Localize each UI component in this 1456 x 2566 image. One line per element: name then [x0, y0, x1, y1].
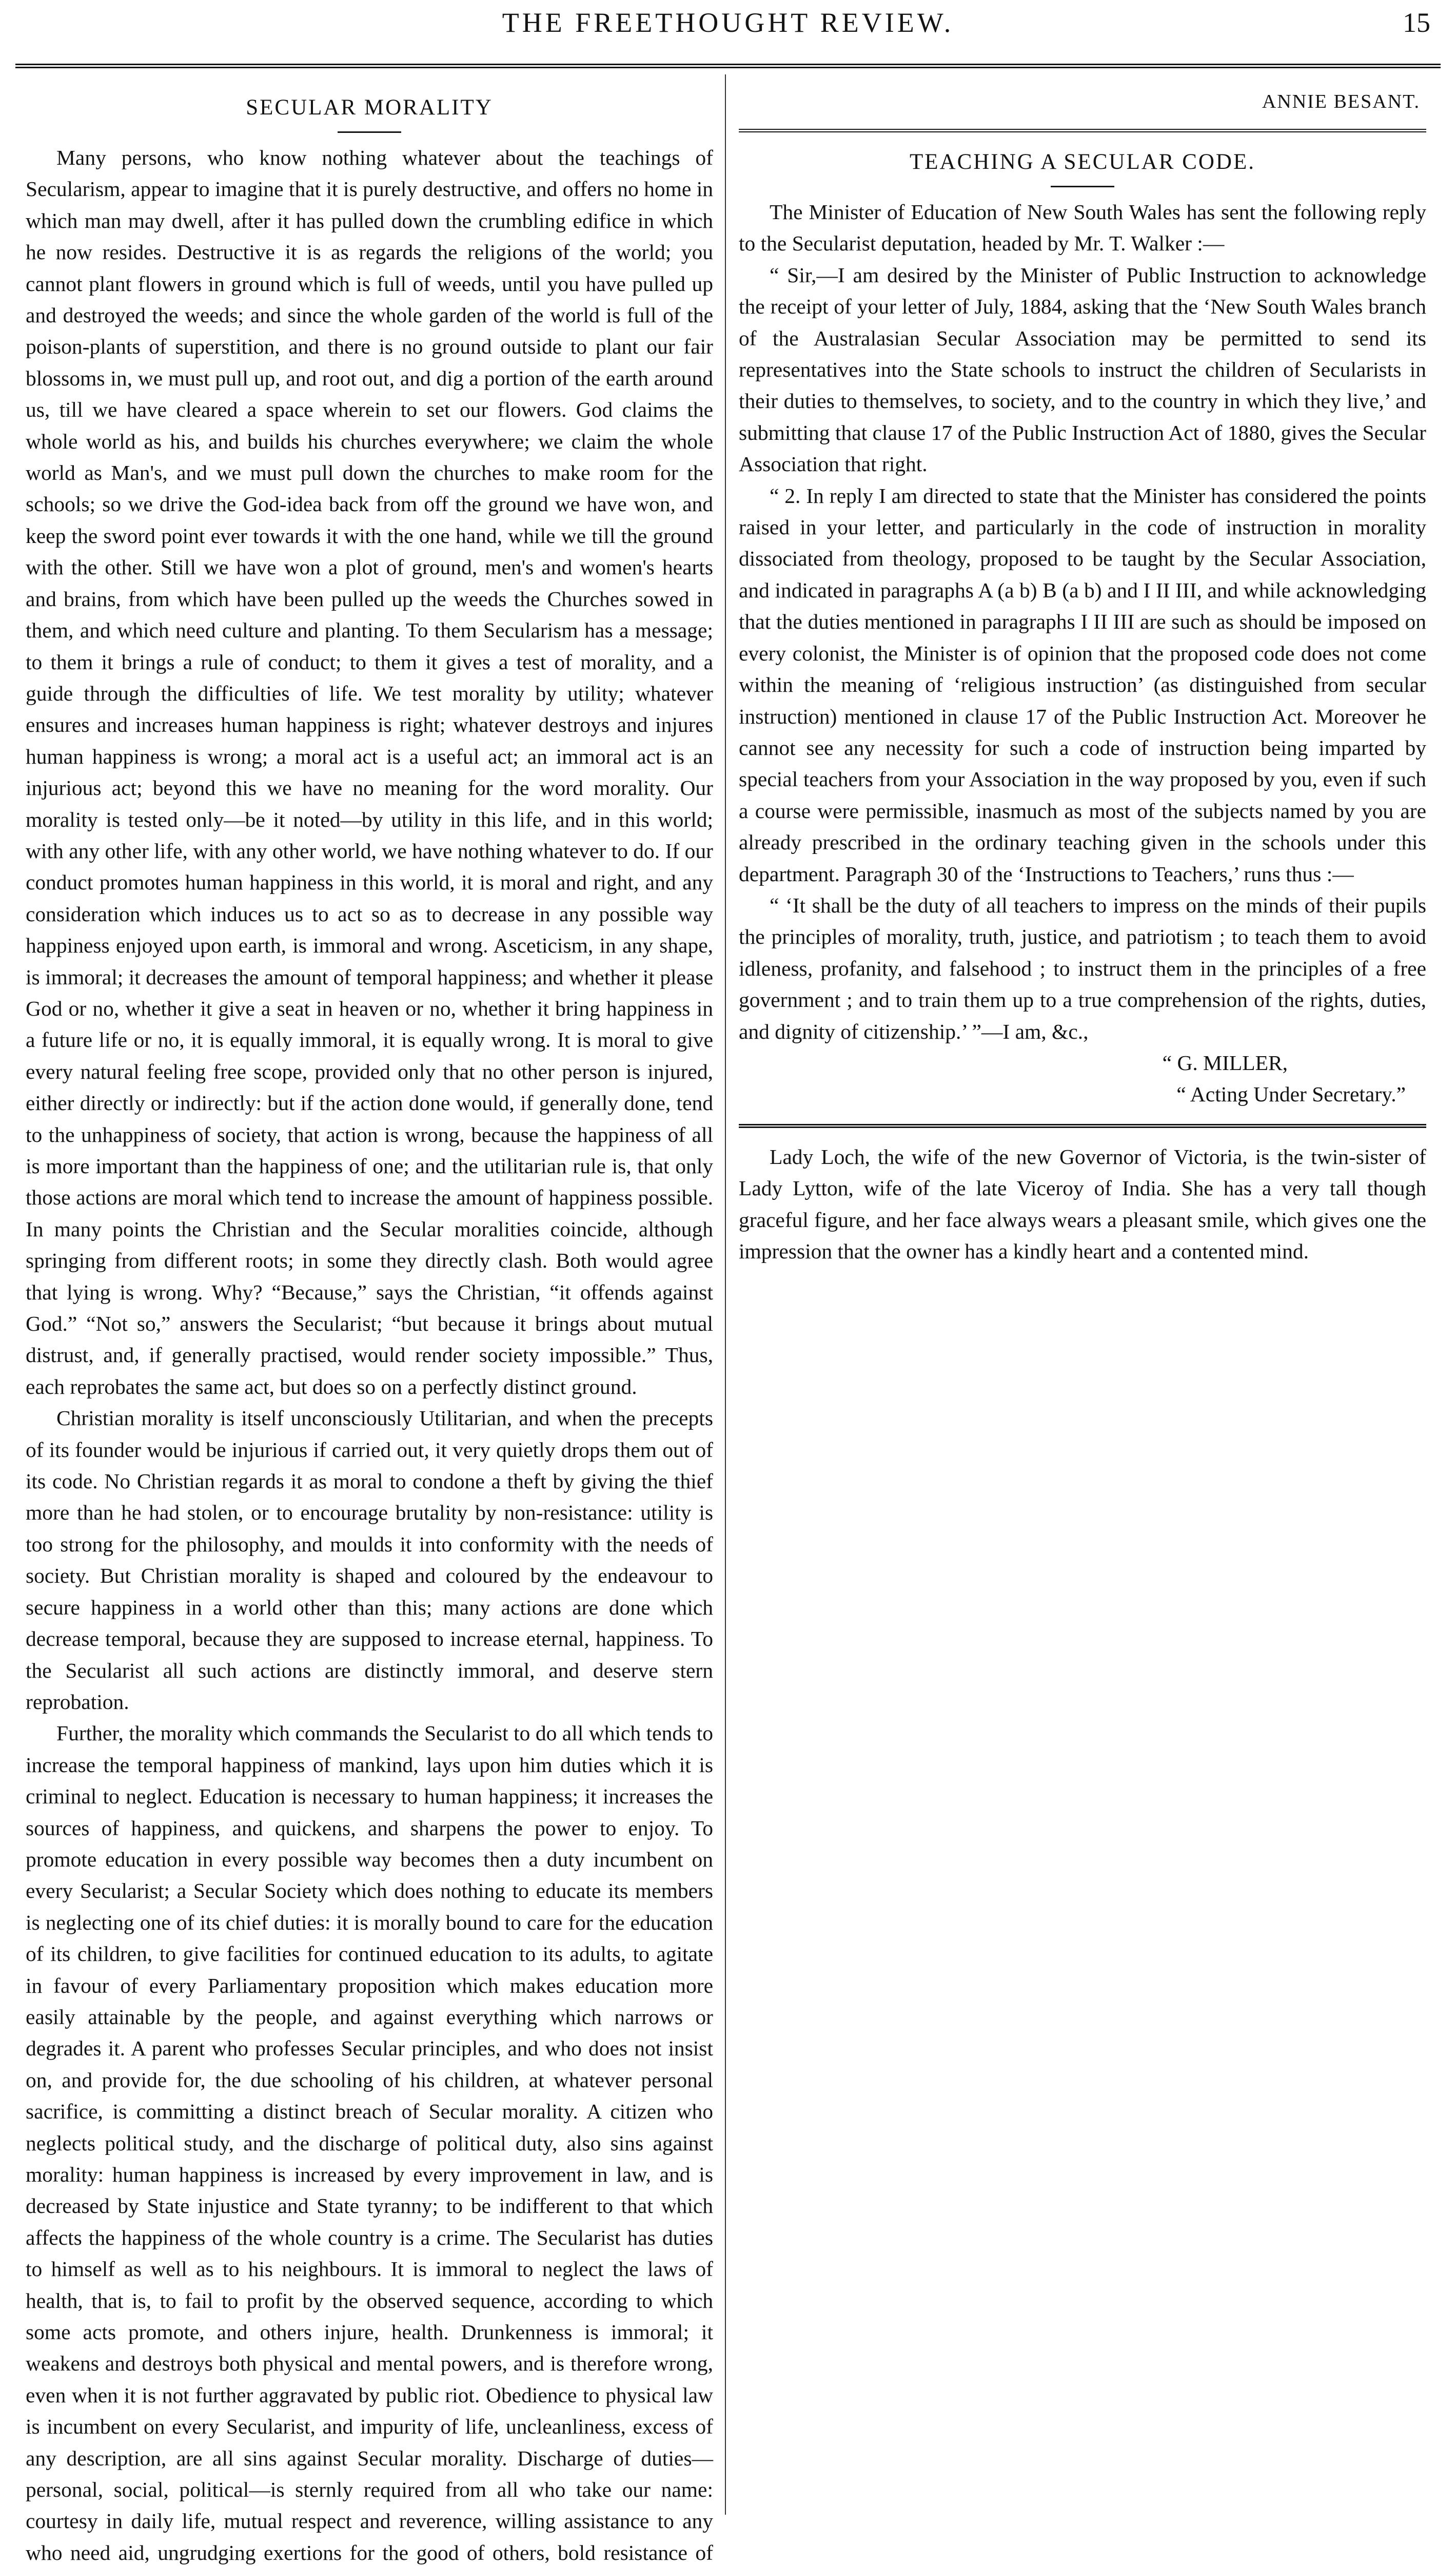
- heading-rule: [1051, 186, 1114, 187]
- page-number: 15: [1403, 7, 1430, 38]
- article-author: ANNIE BESANT.: [1262, 91, 1420, 112]
- article-paragraph: Christian morality is itself unconsciously Utilitarian, and when the precepts of its founder would be injurious if carried out, it very quietly drops them out of its code. No Christian regards it as moral to condone a theft by giving the thief more than he had stolen, or to encourage brutality by non-resistance: utility is too strong for the philosophy, and moulds it into conformity with the needs of society. But Christian morality is shaped and coloured by the endeavour to secure happiness in a world other than this; many actions are done which decrease temporal, because they are supposed to increase eternal, happiness. To the Secularist all such actions are distinctly immoral, and deserve stern reprobation.: [26, 1406, 713, 1714]
- article-paragraph: The Minister of Education of New South Wales has sent the following reply to the Secularist deputation, headed by Mr. T. Walker :—: [739, 200, 1426, 256]
- letter-paragraph: “ Sir,—I am desired by the Minister of Public Instruction to acknowledge the receipt of your letter of July, 1884, asking that the ‘New South Wales branch of the Australasian Secular Association may be permitted to send its representatives into the State schools to instruct the children of Secularists in their duties to themselves, to society, and to the country in which they live,’ and submitting that clause 17 of the Public Instruction Act of 1880, gives the Secular Association that right.: [739, 263, 1426, 476]
- letter-signature-title: “ Acting Under Secretary.”: [1176, 1082, 1406, 1106]
- column-divider: [725, 74, 726, 2515]
- section-rule: [739, 1124, 1426, 1128]
- news-paragraph: Lady Loch, the wife of the new Governor of Victoria, is the twin-sister of Lady Lytton, wife of the late Viceroy of India. She has a very tall though graceful figure, and her face always wears a pleasant smile, which gives one the impression that the owner has a kindly heart and a contented mind.: [739, 1144, 1426, 1263]
- heading-rule: [338, 131, 401, 133]
- section-rule: [739, 129, 1426, 132]
- publication-title: THE FREETHOUGHT REVIEW.: [502, 7, 954, 38]
- secular-morality-heading: SECULAR MORALITY: [246, 95, 493, 120]
- secular-code-heading: TEACHING A SECULAR CODE.: [909, 150, 1256, 174]
- left-column: [26, 86, 713, 2566]
- right-column: [739, 86, 1426, 1267]
- masthead-rule: [15, 64, 1441, 68]
- letter-paragraph: “ 2. In reply I am directed to state that the Minister has considered the points raised in your letter, and particularly in the code of instruction in morality dissociated from theology, proposed to be taught by the Secular Association, and indicated in paragraphs A (a b) B (a b) and I II III, and while acknowledging that the duties mentioned in paragraphs I II III are such as should be imposed on every colonist, the Minister is of opinion that the proposed code does not come within the meaning of ‘religious instruction’ (as distinguished from secular instruction) mentioned in clause 17 of the Public Instruction Act. Moreover he cannot see any necessity for such a code of instruction being imparted by special teachers from your Association in the way proposed by you, even if such a course were permissible, inasmuch as most of the subjects named by you are already prescribed in the ordinary teaching given in the schools under this department. Paragraph 30 of the ‘Instructions to Teachers,’ runs thus :—: [739, 483, 1426, 886]
- masthead: [15, 0, 1441, 62]
- article-paragraph: Further, the morality which commands the Secularist to do all which tends to increase the temporal happiness of mankind, lays upon him duties which it is criminal to neglect. Education is necessary to human happiness; it increases the sources of happiness, and quickens, and sharpens the power to enjoy. To promote education in every possible way becomes then a duty incumbent on every Secularist; a Secular Society which does nothing to educate its members is neglecting one of its chief duties: it is morally bound to care for the education of its children, to give facilities for continued education to its adults, to agitate in favour of every Parliamentary proposition which makes education more easily attainable by the people, and against everything which narrows or degrades it. A parent who professes Secular principles, and who does not insist on, and provide for, the due schooling of his children, at whatever personal sacrifice, is committing a distinct breach of Secular morality. A citizen who neglects political study, and the discharge of political duty, also sins against morality: human happiness is increased by every improvement in law, and is decreased by State injustice and State tyranny; to be indifferent to that which affects the happiness of the whole country is a crime. The Secularist has duties to himself as well as to his neighbours. It is immoral to neglect the laws of health, that is, to fail to profit by the observed sequence, according to which some acts promote, and others injure, health. Drunkenness is immoral; it weakens and destroys both physical and mental powers, and is therefore wrong, even when it is not further aggravated by public riot. Obedience to physical law is incumbent on every Secularist, and impurity of life, uncleanliness, excess of any description, are all sins against Secular morality. Discharge of duties—personal, social, political—is sternly required from all who take our name: courtesy in daily life, mutual respect and reverence, willing assistance to any who need aid, ungrudging exertions for the good of others, bold resistance of: [26, 1721, 713, 2564]
- letter-signature-name: “ G. MILLER,: [1162, 1051, 1288, 1075]
- letter-paragraph: “ ‘It shall be the duty of all teachers to impress on the minds of their pupils the principles of morality, truth, justice, and patriotism ; to teach them to avoid idleness, profanity, and falsehood ; to instruct them in the principles of a free government ; and to train them up to a true comprehension of the rights, duties, and dignity of citizenship.’ ”—I am, &c.,: [739, 893, 1426, 1043]
- article-paragraph: Many persons, who know nothing whatever about the teachings of Secularism, appear to imagine that it is purely destructive, and offers no home in which man may dwell, after it has pulled down the crumbling edifice in which he now resides. Destructive it is as regards the religions of the world; you cannot plant flowers in ground which is full of weeds, until you have pulled up and destroyed the weeds; and since the whole garden of the world is full of the poison-plants of superstition, and there is no ground outside to plant our fair blossoms in, we must pull up, and root out, and dig a portion of the earth around us, till we have cleared a space wherein to set our flowers. God claims the whole world as his, and builds his churches everywhere; we claim the whole world as Man's, and we must pull down the churches to make room for the schools; so we drive the God-idea back from off the ground we have won, and keep the sword point ever towards it with the one hand, while we till the ground with the other. Still we have won a plot of ground, men's and women's hearts and brains, from which have been pulled up the weeds the Churches sowed in them, and which need culture and planting. To them Secularism has a message; to them it brings a rule of conduct; to them it gives a test of morality, and a guide through the difficulties of life. We test morality by utility; whatever ensures and increases human happiness is right; whatever destroys and injures human happiness is wrong; a moral act is a useful act; an immoral act is an injurious act; beyond this we have no meaning for the word morality. Our morality is tested only—be it noted—by utility in this life, and in this world; with any other life, with any other world, we have nothing whatever to do. If our conduct promotes human happiness in this world, it is moral and right, and any consideration which induces us to act so as to decrease in any possible way happiness enjoyed upon earth, is immoral and wrong. Asceticism, in any shape, is immoral; it decreases the amount of temporal happiness; and whether it please God or no, whether it give a seat in heaven or no, whether it bring happiness in a future life or no, it is equally immoral, it is equally wrong. It is moral to give every natural feeling free scope, provided only that no other person is injured, either directly or indirectly: but if the action done would, if generally done, tend to the unhappiness of society, that action is wrong, because the happiness of all is more important than the happiness of one; and the utilitarian rule is, that only those actions are moral which tend to increase the amount of happiness possible. In many points the Christian and the Secular moralities coincide, although springing from different roots; in some they directly clash. Both would agree that lying is wrong. Why? “Because,” says the Christian, “it offends against God.” “Not so,” answers the Secularist; “but because it brings about mutual distrust, and, if generally practised, would render society impossible.” Thus, each reprobates the same act, but does so on a perfectly distinct ground.: [26, 146, 713, 1398]
